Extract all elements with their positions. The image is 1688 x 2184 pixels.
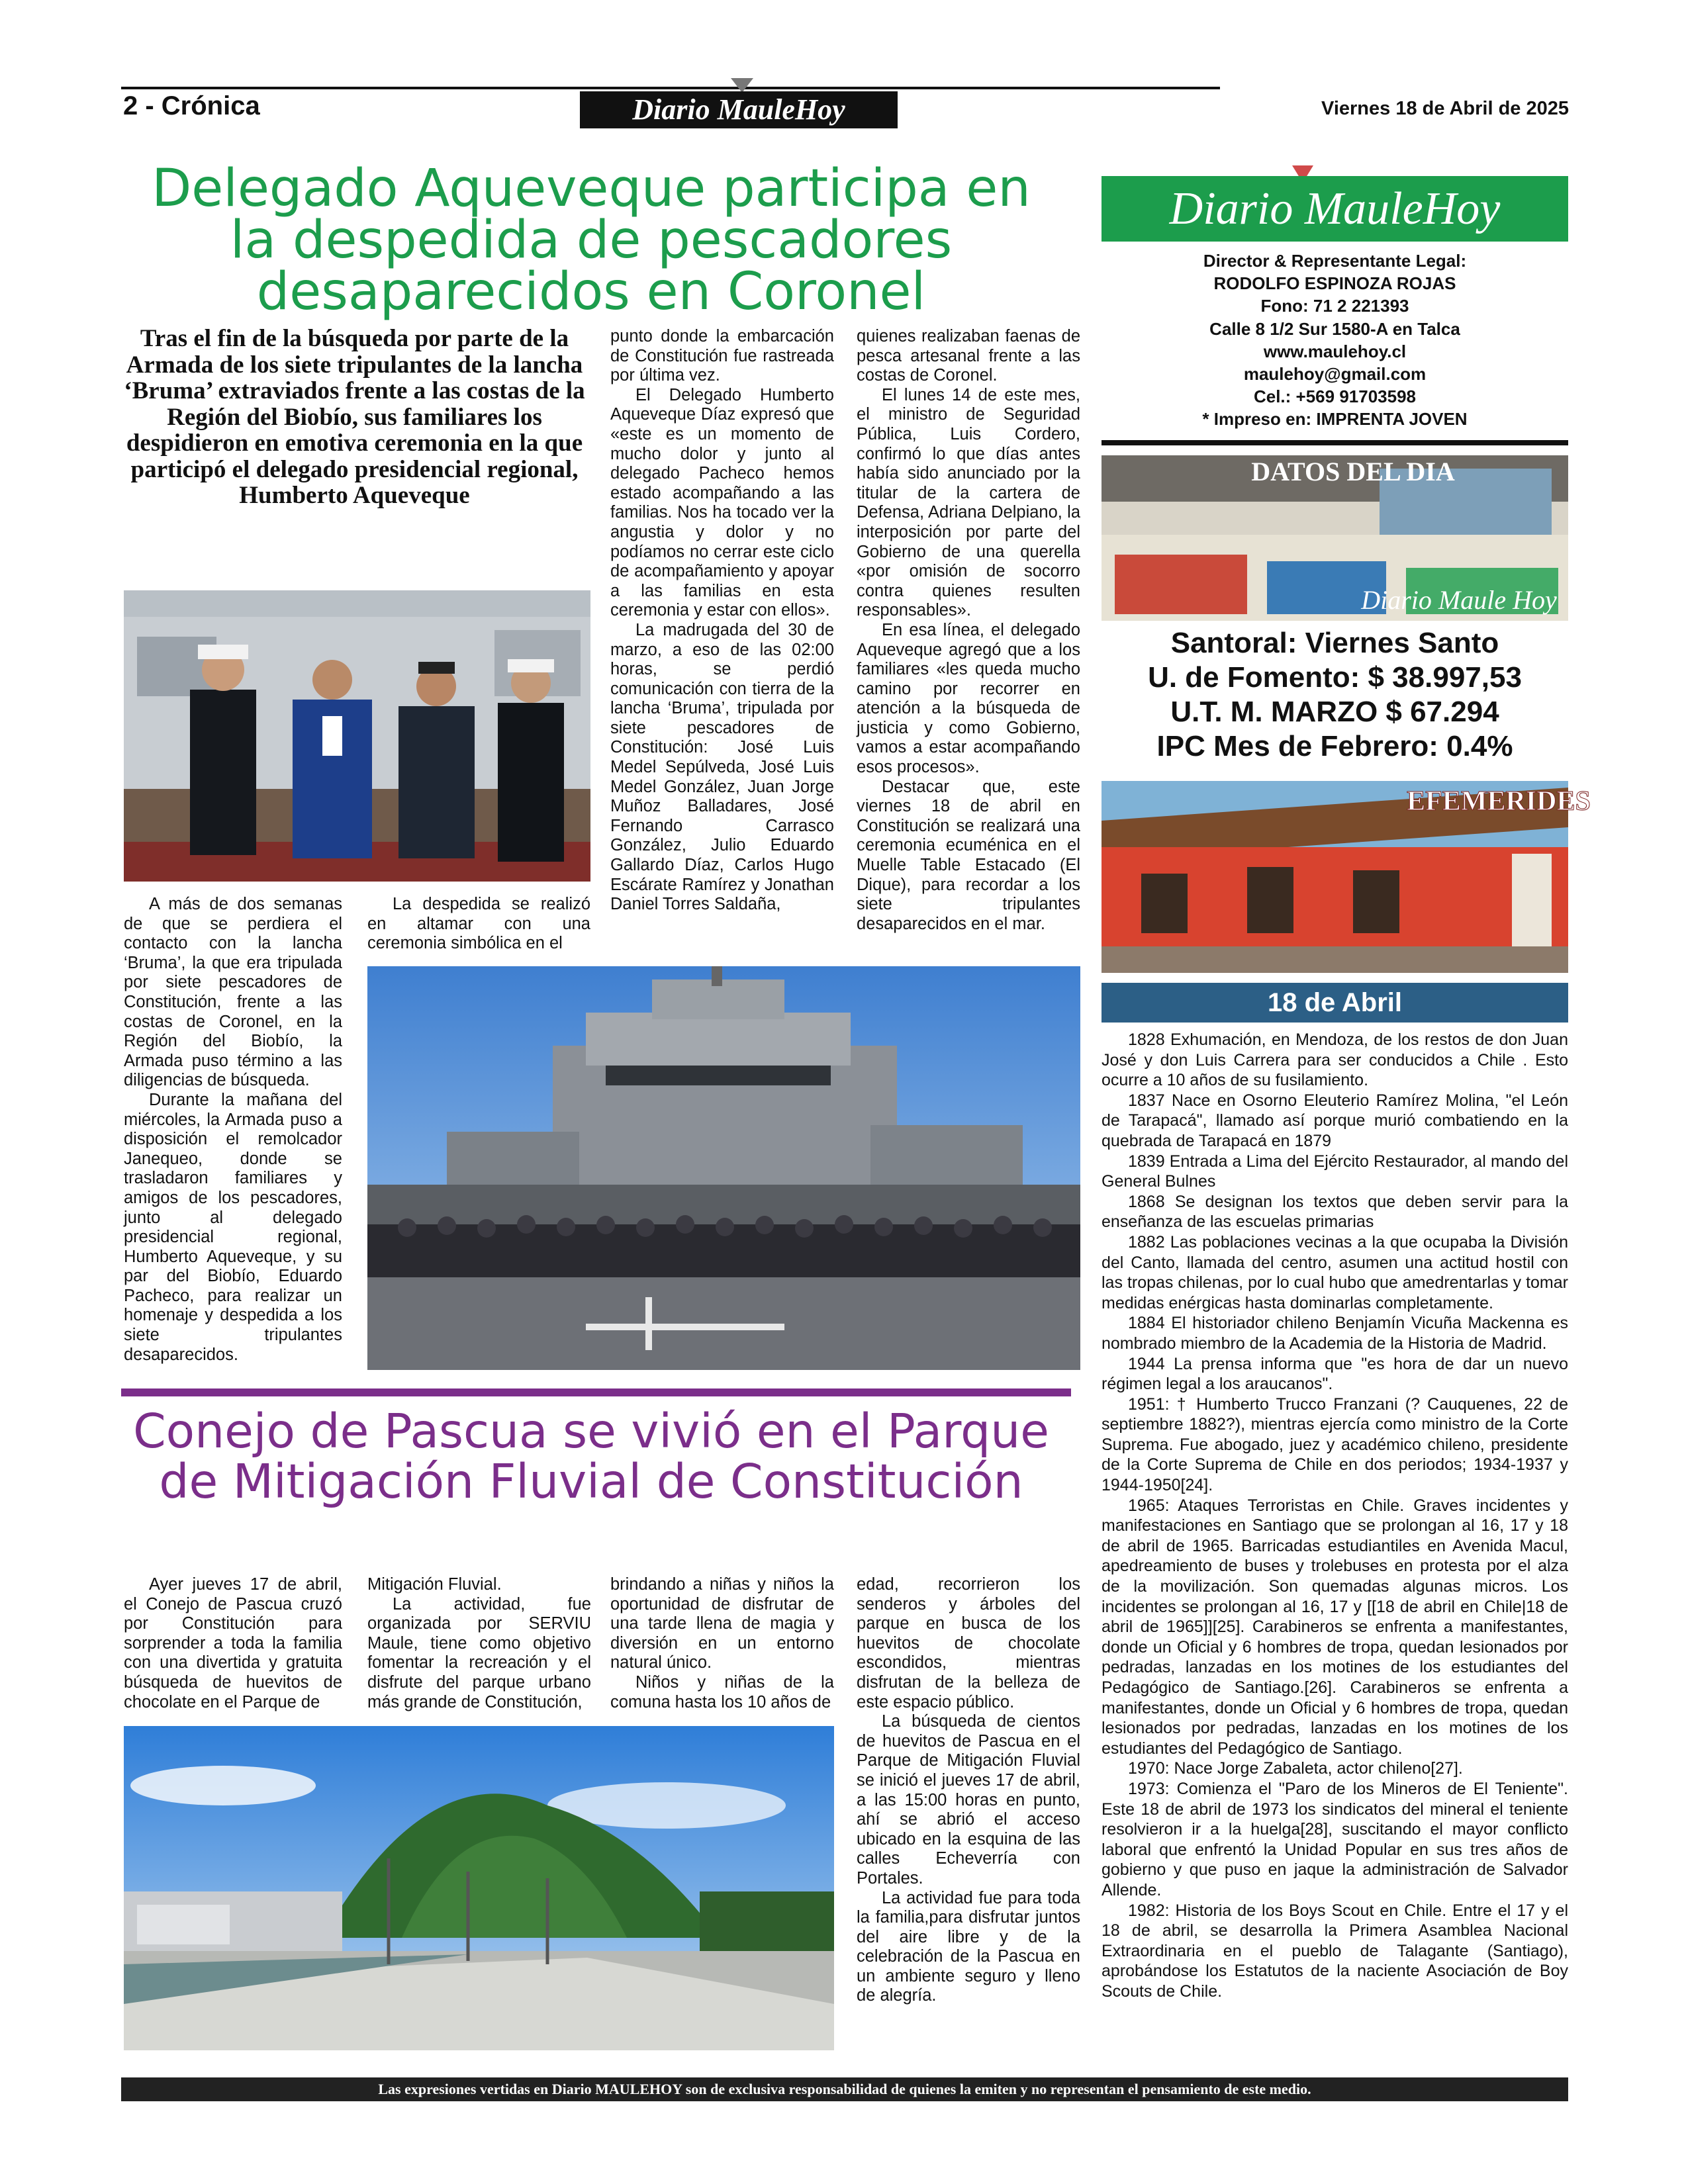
paragraph: Niños y niñas de la comuna hasta los 10 años de [610,1672,834,1711]
paragraph: Mitigación Fluvial. [367,1575,502,1594]
publisher-info [1102,250,1568,431]
article2-column-1 [124,1575,342,1721]
paragraph: Durante la mañana del miércoles, la Armada puso a disposición el remolcador Janequeo, donde se trasladaron familiares y amigos de los pescadores, junto al delegado presidencial regional, Humberto Aqueveque, y su par del Biobío, Eduardo Pacheco, para realizar un homenaje y despedida a los siete tripulantes desaparecidos. [124,1090,342,1364]
article1-column-1 [124,895,342,1371]
park-photo [124,1726,834,2050]
info-phone: Fono: 71 2 221393 [1260,296,1409,316]
info-director-name: RODOLFO ESPINOZA ROJAS [1213,273,1456,294]
article2-headline: Conejo de Pascua se vivió en el Parque de Mitigación Fluvial de Constitución [133,1404,1049,1509]
article2-column-2 [367,1575,591,1721]
efemeride-item: 1970: Nace Jorge Zabaleta, actor chileno[27]. [1128,1759,1463,1778]
paragraph: La madrugada del 30 de marzo, a eso de las 02:00 horas, se perdió comunicación con tierra de la lancha ‘Bruma’, tripulada por siete pescadores de Constitución: José Luis Medel Sepúlveda, José Luis Medel González, Juan Jorge Muñoz Balladares, José Fernando Carrasco González, Julio Eduardo Gallardo Díaz, Carlos Hugo Escárate Ramírez y Jonathan Daniel Torres Saldaña, [610,620,834,914]
utm-value: U.T. M. MARZO $ 67.294 [1170,696,1499,728]
info-cell: Cel.: +569 91703598 [1253,387,1417,407]
paragraph: El lunes 14 de este mes, el ministro de Seguridad Pública, Luis Cordero, confirmó lo que días antes había sido anunciado por la titular de la cartera de Defensa, Adriana Delpiano, la interposición por parte del Gobierno de una querella «por omisión de socorro contra quienes resulten responsables». [857,385,1080,620]
datos-del-dia-banner [1102,455,1568,621]
efemeride-item: 1982: Historia de los Boys Scout en Chile. Entre el 17 y el 18 de abril, se desarrolla la Primera Asamblea Nacional Extraordinaria en el pueblo de Talagante (Santiago), aprobándose los Estatutos de la naciente Asociación de Boy Scouts de Chile. [1102,1901,1568,2001]
datos-image-brand: Diario Maule Hoy [1361,585,1557,615]
efemeride-item: 1828 Exhumación, en Mendoza, de los restos de don Juan José y don Luis Carrera para ser conducidos a Chile . Esto ocurre a 10 años de su fusilamiento. [1102,1030,1568,1090]
efemeride-item: 1837 Nace en Osorno Eleuterio Ramírez Molina, "el León de Tarapacá", llamado así porque murió combatiendo en la quebrada de Tarapacá en 1879 [1102,1091,1568,1150]
efemerides-banner [1102,781,1591,973]
article1-column-2 [367,895,590,961]
paragraph: La actividad, fue organizada por SERVIU Maule, tiene como objetivo fomentar la recreación y el disfrute del parque urbano más grande de Constitución, [367,1594,591,1711]
efemerides-list [1102,1030,1568,2002]
article1-headline: Delegado Aqueveque participa en la despedida de pescadores desaparecidos en Coronel [152,159,1031,322]
info-website: www.maulehoy.cl [1263,341,1407,361]
info-director-label: Director & Representante Legal: [1203,251,1467,271]
article1-deck: Tras el fin de la búsqueda por parte de la Armada de los siete tripulantes de la lancha ‘Bruma’ extraviados frente a las costas de la Región del Biobío, sus familiares los despidieron en emotiva ceremonia en la que participó el delegado presidencial regional, Humberto Aqueveque [124,325,585,509]
paragraph: El Delegado Humberto Aqueveque Díaz expresó que «este es un momento de mucho dolor y junto al delegado Pacheco hemos estado acompañando a las familias. Nos ha tocado ver la angustia y dolor y no podíamos no cerrar este ciclo de acompañamiento y apoyar a las familias en esta ceremonia y estar con ellos». [610,385,834,620]
paragraph: edad, recorrieron los senderos y árboles del parque en busca de los huevitos de chocolate escondidos, mientras disfrutan de la belleza de este espacio público. [857,1575,1080,1711]
efemeride-item: 1944 La prensa informa que "es hora de dar un nuevo régimen legal a los araucanos". [1102,1354,1568,1394]
paragraph: La búsqueda de cientos de huevitos de Pascua en el Parque de Mitigación Fluvial se inició el jueves 17 de abril, a las 15:00 horas en punto, ahí se abrió el acceso ubicado en la esquina de las calles Echeverría con Portales. [857,1712,1080,1888]
efemeride-item: 1884 El historiador chileno Benjamín Vicuña Mackenna es nombrado miembro de la Academia de la Historia de Madrid. [1102,1314,1568,1353]
datos-title: DATOS DEL DIA [1251,457,1455,486]
info-email: maulehoy@gmail.com [1243,364,1427,385]
info-address: Calle 8 1/2 Sur 1580-A en Talca [1209,318,1460,339]
page-section-label: 2 - Crónica [123,91,260,120]
paragraph: En esa línea, el delegado Aqueveque agregó que a los familiares «les queda mucho camino por recorrer en atención a la búsqueda de justicia y como Gobierno, vamos a estar acompañando esos procesos». [857,620,1080,777]
paragraph: La actividad fue para toda la familia,para disfrutar juntos del aire libre y de la celebración de la Pascua en un ambiente seguro y lleno de alegría. [857,1888,1080,2005]
paragraph: brindando a niñas y niños la oportunidad de disfrutar de una tarde llena de magia y diversión en un entorno natural único. [610,1575,834,1672]
efemeride-item: 1951: † Humberto Trucco Franzani (? Cauquenes, 22 de septiembre 1882?), mientras ejercía como ministro de la Corte Suprema. Fue abogado, juez y académico chileno, presidente de la Corte Suprema de Chile en dos periodos; 1934-1937 y 1944-1950[24]. [1102,1394,1568,1495]
header-rule [121,87,1220,89]
masthead-logo: Diario MauleHoy [580,91,898,128]
efemeride-item: 1839 Entrada a Lima del Ejército Restaurador, al mando del General Bulnes [1102,1152,1568,1191]
disclaimer-footer: Las expresiones vertidas en Diario MAULEHOY son de exclusiva responsabilidad de quienes la emiten y no representan el pensamiento de este medio. [121,2077,1568,2101]
efemerides-title: EFEMERIDES [1407,786,1591,817]
sidebar-brand-logo: Diario MauleHoy [1102,176,1568,242]
santoral: Santoral: Viernes Santo [1170,627,1499,659]
issue-date: Viernes 18 de Abril de 2025 [1321,98,1569,119]
efemerides-date-bar: 18 de Abril [1102,983,1568,1023]
paragraph: A más de dos semanas de que se perdiera el contacto con la lancha ‘Bruma’, la que era tripulada por siete pescadores de Constitución, frente a las costas de Coronel, en la Región del Biobío, la Armada puso término a las diligencias de búsqueda. [124,895,342,1090]
sidebar-rule [1102,440,1568,445]
paragraph: Destacar que, este viernes 18 de abril en Constitución se realizará una ceremonia ecuménica en el Muelle Table Estacado (El Dique), para recordar a los siete tripulantes desaparecidos en el mar. [857,777,1080,933]
article2-column-3 [610,1575,834,1721]
ipc-value: IPC Mes de Febrero: 0.4% [1156,730,1513,762]
paragraph: Ayer jueves 17 de abril, el Conejo de Pascua cruzó por Constitución para sorprender a toda la familia con una divertida y gratuita búsqueda de huevitos de chocolate en el Parque de [124,1575,342,1711]
article1-column-4 [857,327,1080,956]
paragraph: punto donde la embarcación de Constitución fue rastreada por última vez. [610,327,834,385]
uf-value: U. de Fomento: $ 38.997,53 [1148,661,1522,694]
paragraph: La despedida se realizó en altamar con una ceremonia simbólica en el [367,895,590,953]
info-printer: * Impreso en: IMPRENTA JOVEN [1202,409,1468,430]
article2-column-4 [857,1575,1080,2052]
article1-column-3 [610,327,834,956]
masthead-notch [731,78,753,93]
tugboat-ceremony-photo [367,966,1080,1370]
efemeride-item: 1965: Ataques Terroristas en Chile. Graves incidentes y manifestaciones en Santiago que se prolongan al 16, 17 y 18 de abril de 1965. Barricadas estudiantiles en Avenida Macul, apedreamiento de buses y trolebuses en protesta por el alza de la movilización. Son quemadas algunas micros. Los incidentes se prolongan al 16, 17 y [[18 de abril en Chile|18 de abril de 1965]][25]. Carabineros se enfrenta a manifestantes, donde un Oficial y 6 hombres de tropa, quedan lesionados por pedradas, lanzadas en los motines de los estudiantes del Pedagógico de Santiago.[26]. Carabineros se enfrenta a manifestantes, donde un Oficial y 6 hombres de tropa, quedan lesionados por pedradas, lanzadas en los motines de los estudiantes del Pedagógico de Santiago. [1102,1496,1568,1758]
paragraph: quienes realizaban faenas de pesca artesanal frente a las costas de Coronel. [857,327,1080,385]
efemeride-item: 1868 Se designan los textos que deben servir para la enseñanza de las escuelas primarias [1102,1192,1568,1232]
efemeride-item: 1882 Las poblaciones vecinas a la que ocupaba la División del Canto, llamada del centro, asumen una actitud hostil con las tropas chilenas, por lo cual hubo que amedrentarlas y tomar medidas enérgicas hasta dominarlas completamente. [1102,1232,1568,1312]
daily-stats [1102,626,1568,764]
efemeride-item: 1973: Comienza el "Paro de los Mineros de El Teniente". Este 18 de abril de 1973 los sindicatos del mineral el teniente resolvieron ir a la huelga[28], suscitando el mayor conflicto laboral que enfrentó la Unidad Popular en sus tres años de gobierno y que puso en jaque la administración de Salvador Allende. [1102,1779,1568,1899]
section-divider [121,1388,1071,1396]
officials-photo [124,590,590,882]
